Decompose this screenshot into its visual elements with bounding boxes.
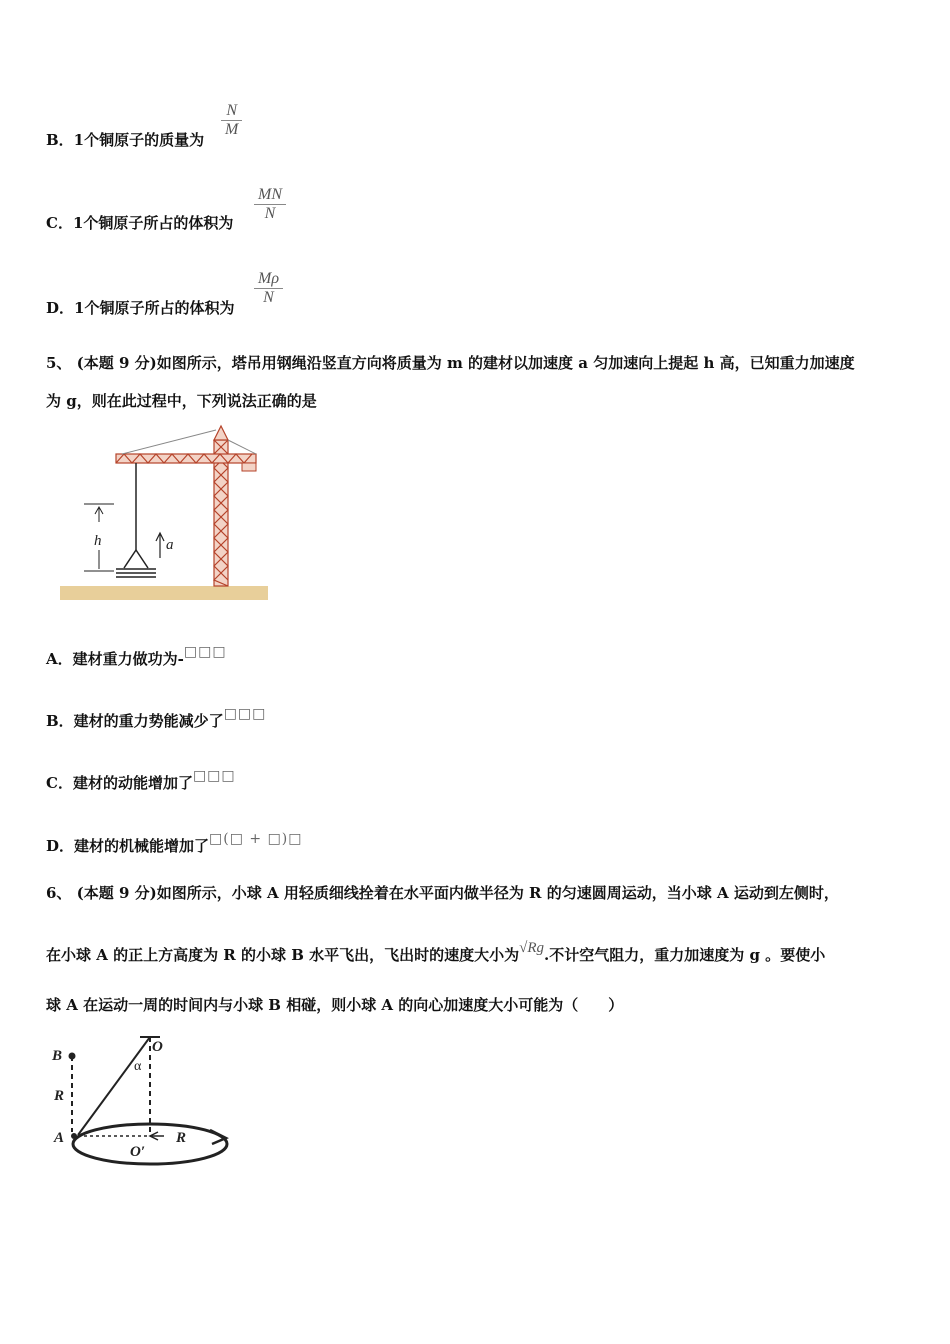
ball-a — [71, 1133, 77, 1139]
fraction-denominator: N — [263, 289, 274, 306]
label-r-vertical: R — [54, 1088, 65, 1104]
a-label: a — [166, 537, 174, 553]
q5-option-d-label: D．建材的机械能增加了 — [46, 837, 210, 855]
crane-figure — [56, 422, 272, 602]
fraction-numerator: MN — [258, 186, 282, 203]
q5-option-c-label: C．建材的动能增加了 — [46, 774, 193, 792]
load-sling — [124, 550, 148, 568]
ball-b — [69, 1053, 76, 1060]
fraction-denominator: M — [225, 121, 239, 138]
q5-line-1: 5、 (本题 9 分)如图所示，塔吊用钢绳沿竖直方向将质量为 m 的建材以加速度 a 匀加速向上提起 h 高，已知重力加速度 — [46, 354, 855, 372]
q5-option-b — [46, 706, 267, 731]
q4-option-d-fraction — [254, 270, 283, 307]
q5-option-b-formula: □□□ — [223, 706, 267, 722]
q5-option-a-label: A．建材重力做功为- — [46, 650, 184, 668]
label-o-prime: O′ — [130, 1144, 146, 1160]
q4-option-b — [46, 129, 204, 150]
q4-option-b-fraction — [221, 102, 242, 139]
q5-line-2: 为 g，则在此过程中，下列说法正确的是 — [46, 392, 317, 410]
q6-line-2: 在小球 A 的正上方高度为 R 的小球 B 水平飞出，飞出时的速度大小为√Rg.不计空气阻力，重力加速度为 g 。要使小 — [46, 940, 826, 964]
direction-arrow — [210, 1130, 226, 1144]
circular-motion-figure — [50, 1032, 236, 1166]
q4-option-d-label: D．1个铜原子所占的体积为 — [46, 299, 235, 317]
q6-line-1: 6、 (本题 9 分)如图所示，小球 A 用轻质细线拴着在水平面内做半径为 R 的匀速圆周运动，当小球 A 运动到左侧时， — [46, 884, 839, 902]
fraction-numerator: N — [226, 102, 237, 119]
q5-option-a-formula: □□□ — [183, 644, 227, 660]
q4-option-c-label: C．1个铜原子所占的体积为 — [46, 214, 234, 232]
h-label: h — [94, 533, 102, 549]
q5-option-c — [46, 768, 236, 793]
label-o: O — [152, 1039, 163, 1055]
ground — [60, 586, 268, 600]
q5-option-b-label: B．建材的重力势能减少了 — [46, 712, 224, 730]
label-b: B — [52, 1048, 63, 1064]
q5-option-d-formula: □(□ + □)□ — [209, 831, 303, 847]
fraction-denominator: N — [264, 205, 276, 222]
q5-option-a — [46, 644, 227, 669]
crane-jib — [116, 426, 256, 463]
q5-option-c-formula: □□□ — [192, 768, 236, 784]
q4-option-c-fraction — [254, 186, 286, 223]
acceleration-arrow — [156, 533, 164, 558]
q4-option-b-label: B．1个铜原子的质量为 — [46, 131, 205, 149]
fraction-numerator: Mρ — [258, 270, 280, 287]
building-material — [116, 569, 156, 577]
q4-option-c — [46, 212, 233, 233]
q6-line-3: 球 A 在运动一周的时间内与小球 B 相碰，则小球 A 的向心加速度大小可能为（ ） — [46, 996, 624, 1014]
q4-option-d — [46, 297, 234, 318]
q5-option-d — [46, 831, 303, 856]
label-r-horizontal: R — [176, 1130, 187, 1146]
string — [78, 1037, 150, 1135]
sqrt-rg: √Rg — [519, 940, 545, 956]
label-alpha: α — [134, 1059, 142, 1074]
label-a: A — [54, 1130, 65, 1146]
